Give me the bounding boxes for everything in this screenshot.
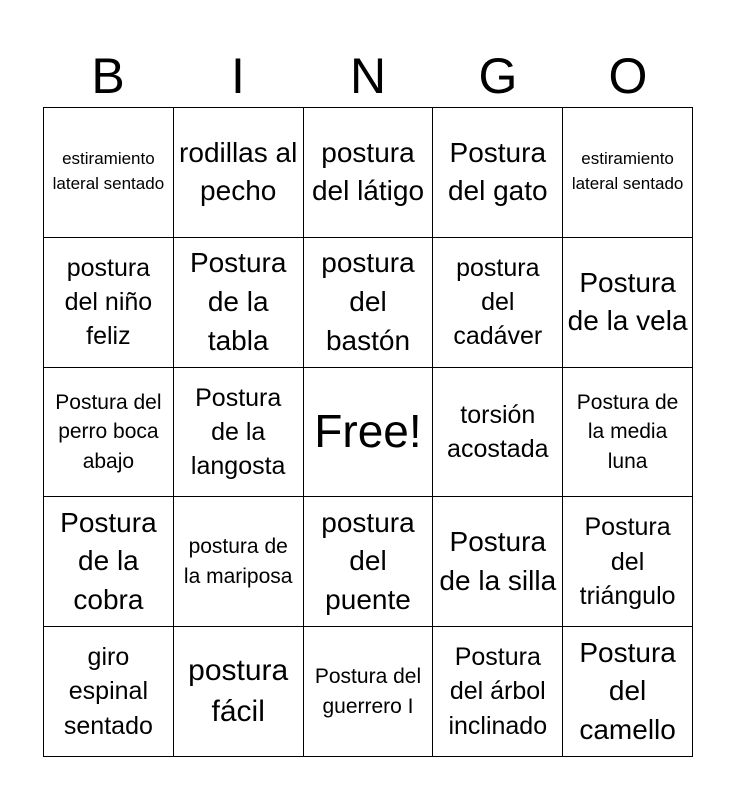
cell-label: Postura de la silla — [439, 526, 557, 596]
header-letter-i: I — [231, 48, 245, 104]
bingo-cell[interactable] — [304, 497, 434, 627]
free-space-cell[interactable] — [304, 368, 434, 498]
bingo-cell[interactable] — [563, 497, 693, 627]
cell-label: Postura del guerrero I — [314, 665, 422, 718]
cell-label: postura del bastón — [321, 247, 415, 356]
bingo-cell[interactable] — [174, 108, 304, 238]
cell-label: postura del cadáver — [453, 253, 543, 351]
bingo-cell[interactable] — [563, 108, 693, 238]
bingo-cell[interactable] — [433, 368, 563, 498]
cell-label: postura del látigo — [311, 136, 425, 207]
free-space-label: Free! — [314, 405, 422, 458]
bingo-cell[interactable] — [563, 368, 693, 498]
bingo-cell[interactable] — [563, 238, 693, 368]
cell-label: Postura del triángulo — [579, 513, 676, 610]
bingo-cell[interactable] — [433, 238, 563, 368]
header-letter-g: G — [478, 48, 518, 104]
bingo-cell[interactable] — [304, 108, 434, 238]
bingo-cell[interactable] — [304, 627, 434, 757]
cell-label: Postura de la tabla — [189, 247, 287, 356]
cell-label: postura del niño feliz — [64, 253, 153, 351]
cell-label: postura del puente — [321, 506, 415, 616]
cell-label: Postura de la langosta — [190, 383, 286, 481]
cell-label: Postura de la vela — [567, 266, 688, 337]
bingo-cell[interactable] — [174, 238, 304, 368]
cell-label: Postura de la cobra — [60, 506, 157, 616]
header-letter-n: N — [349, 48, 387, 104]
bingo-cell[interactable] — [44, 497, 174, 627]
cell-label: torsión acostada — [447, 400, 549, 463]
bingo-cell[interactable] — [433, 108, 563, 238]
bingo-cell[interactable] — [44, 108, 174, 238]
bingo-cell[interactable] — [174, 627, 304, 757]
header-letter-b: B — [91, 48, 125, 104]
cell-label: postura de la mariposa — [183, 535, 293, 588]
cell-label: estiramiento lateral sentado — [571, 149, 684, 194]
bingo-cell[interactable] — [433, 627, 563, 757]
bingo-cell[interactable] — [174, 497, 304, 627]
cell-label: rodillas al pecho — [179, 136, 298, 207]
cell-label: Postura del camello — [579, 636, 676, 745]
cell-label: giro espinal sentado — [63, 643, 153, 740]
cell-label: estiramiento lateral sentado — [52, 149, 165, 194]
bingo-cell[interactable] — [174, 368, 304, 498]
header-letter-o: O — [608, 48, 648, 104]
bingo-cell[interactable] — [304, 238, 434, 368]
cell-label: Postura del árbol inclinado — [448, 643, 548, 740]
cell-label: Postura del gato — [447, 136, 548, 207]
bingo-cell[interactable] — [563, 627, 693, 757]
bingo-cell[interactable] — [44, 238, 174, 368]
cell-label: postura fácil — [188, 654, 289, 728]
bingo-cell[interactable] — [44, 627, 174, 757]
cell-label: Postura del perro boca abajo — [55, 390, 162, 473]
bingo-cell[interactable] — [433, 497, 563, 627]
cell-label: Postura de la media luna — [576, 390, 679, 473]
bingo-board — [43, 107, 693, 757]
bingo-cell[interactable] — [44, 368, 174, 498]
bingo-header — [43, 44, 693, 108]
